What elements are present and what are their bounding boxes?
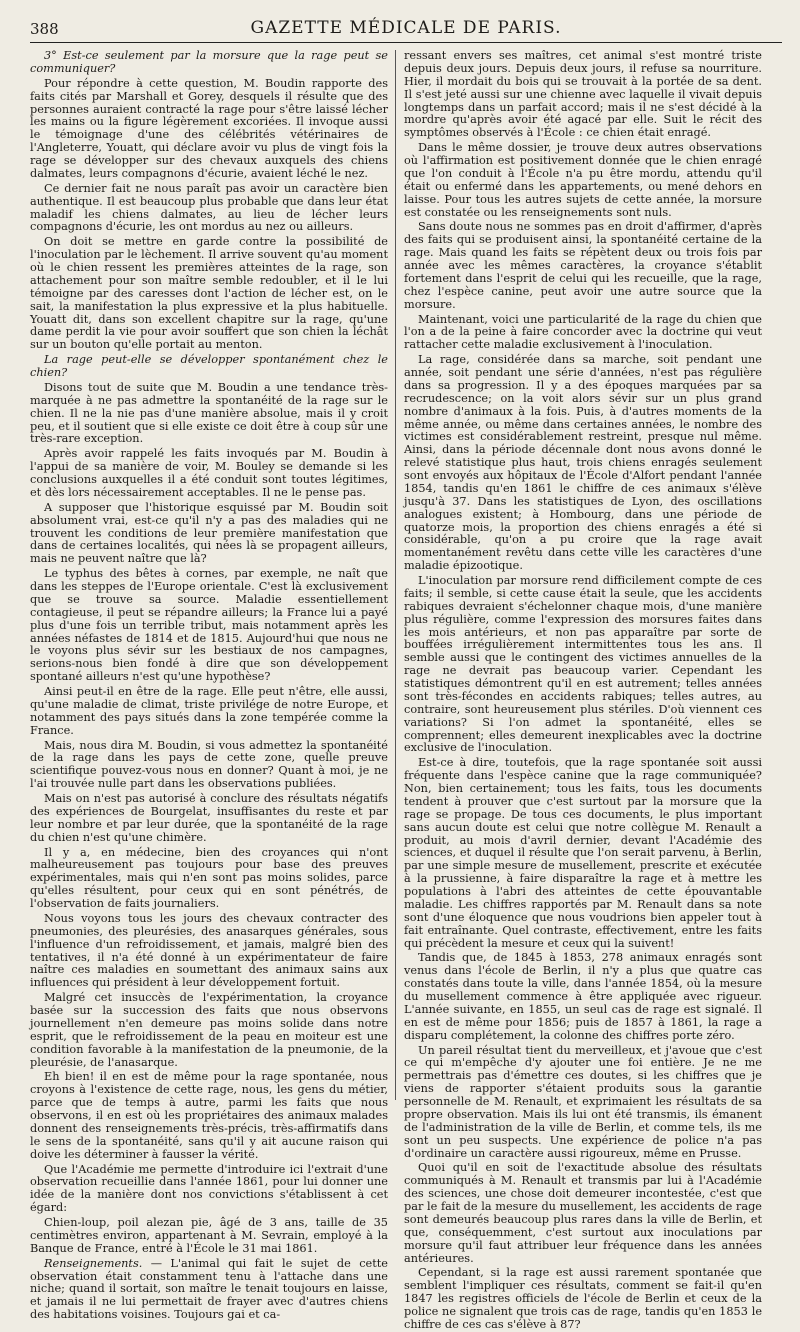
- paragraph: Sans doute nous ne sommes pas en droit d'affirmer, d'après des faits qui se produisent ainsi, la spontanéité certaine de la rage. Mais quand les faits se répètent deux ou trois fois par année avec les mêmes caractères, la croyance s'établit fortement dans l'esprit de celui qui les recueille, que la rage, chez l'espèce canine, peut avoir une autre source que la morsure.: [404, 220, 762, 311]
- journal-title: GAZETTE MÉDICALE DE PARIS.: [250, 18, 562, 38]
- paragraph: Renseignements. — L'animal qui fait le sujet de cette observation était constamment tenu à l'attache dans une niche; quand il sortait, son maître le tenait toujours en laisse, et jamais il ne lui permettait de frayer avec d'autres chiens des habitations voisines. Toujours gai et ca-: [30, 1256, 388, 1322]
- section-heading: La rage peut-elle se développer spontanément chez le chien?: [30, 353, 388, 379]
- paragraph: L'inoculation par morsure rend difficilement compte de ces faits; il semble, si cette cause était la seule, que les accidents rabiques devraient s'échelonner chaque mois, d'une manière plus régulière, comme l'expression des morsures faites dans les mois antérieurs, et non pas apparaître par sorte de bouffées irrégulièrement intermittentes tous les ans. Il semble aussi que le contingent des victimes annuelles de la rage ne devrait pas beaucoup varier. Cependant les statistiques démontrent qu'il en est autrement; telles années sont très-fécondes en accidents rabiques; telles autres, au contraire, sont heureusement plus stériles. D'où viennent ces variations? Si l'on admet la spontanéité, elles se comprennent; elles demeurent inexplicables avec la doctrine exclusive de l'inoculation.: [404, 574, 762, 755]
- page-number: 388: [30, 20, 59, 38]
- paragraph: Maintenant, voici une particularité de la rage du chien que l'on a de la peine à faire concorder avec la doctrine qui veut rattacher cette maladie exclusivement à l'inoculation.: [404, 312, 762, 352]
- right-column: [404, 49, 762, 1331]
- section-heading: 3° Est-ce seulement par la morsure que la rage peut se communiquer?: [30, 49, 388, 75]
- page-header: [30, 16, 782, 43]
- paragraph: Est-ce à dire, toutefois, que la rage spontanée soit aussi fréquente dans l'espèce canine que la rage communiquée? Non, bien certainement; tous les faits, tous les documents tendent à prouver que c'est surtout par la morsure que la rage se propage. De tous ces documents, le plus important sans aucun doute est celui que notre collègue M. Renault a produit, au mois d'avril dernier, devant l'Académie des sciences, et duquel il résulte que l'on serait parvenu, à Berlin, par une simple mesure de musellement, prescrite et exécutée à la prussienne, à faire disparaître la rage et à mettre les populations à l'abri des atteintes de cette épouvantable maladie. Les chiffres rapportés par M. Renault dans sa note sont d'une éloquence que nous voudrions bien appeler tout à fait entraînante. Quel contraste, effectivement, entre les faits qui précèdent la mesure et ceux qui la suivent!: [404, 756, 762, 950]
- paragraph: On doit se mettre en garde contre la possibilité de l'inoculation par le lèchement. Il arrive souvent qu'au moment où le chien ressent les premières atteintes de la rage, son attachement pour son maître semble redoubler, et il le lui témoigne par des caresses dont l'action de lécher est, on le sait, la manifestation la plus expressive et la plus habituelle. Youatt dit, dans son excellent chapitre sur la rage, qu'une dame perdit la vie pour avoir souffert que son chien la léchât sur un bouton qu'elle portait au menton.: [30, 235, 388, 352]
- left-column: [30, 49, 388, 1322]
- paragraph: Un pareil résultat tient du merveilleux, et j'avoue que c'est ce qui m'empêche d'y ajouter une foi entière. Je ne me permettrais pas d'émettre ces doutes, si les chiffres que je viens de rapporter s'étaient produits sous la garantie personnelle de M. Renault, et exprimaient les résultats de sa propre observation. Mais ils lui ont été transmis, ils émanent de l'administration de la ville de Berlin, et comme tels, ils me sont un peu suspects. Une expérience de police n'a pas d'ordinaire un caractère aussi rigoureux, même en Prusse.: [404, 1043, 762, 1160]
- paragraph: Nous voyons tous les jours des chevaux contracter des pneumonies, des pleurésies, des anasarques générales, sous l'influence d'un refroidissement, et jamais, malgré bien des tentatives, il n'a été donné à un expérimentateur de faire naître ces maladies en soumettant des animaux sains aux influences qui président à leur développement fortuit.: [30, 911, 388, 990]
- column-divider: [395, 50, 396, 1100]
- paragraph: Pour répondre à cette question, M. Boudin rapporte des faits cités par Marshall et Gorey, desquels il résulte que des personnes auraient contracté la rage pour s'être laissé lécher les mains ou la figure légèrement excoriées. Il invoque aussi le témoignage d'une des célébrités vétérinaires de l'Angleterre, Youatt, qui déclare avoir vu plus de vingt fois la rage se développer sur des chevaux auxquels des chiens dalmates, leurs compagnons d'écurie, avaient léché le nez.: [30, 76, 388, 180]
- paragraph: Cependant, si la rage est aussi rarement spontanée que semblent l'impliquer ces résultats, comment se fait-il qu'en 1847 les registres officiels de l'école de Berlin et ceux de la police ne signalent que trois cas de rage, tandis qu'en 1853 le chiffre de ces cas s'élève à 87?: [404, 1266, 762, 1331]
- paragraph: Mais on n'est pas autorisé à conclure des résultats négatifs des expériences de Bourgelat, insuffisantes du reste et par leur nombre et par leur durée, que la spontanéité de la rage du chien n'est qu'une chimère.: [30, 792, 388, 844]
- paragraph: ressant envers ses maîtres, cet animal s'est montré triste depuis deux jours. Depuis deux jours, il refuse sa nourriture. Hier, il mordait du bois qui se trouvait à la portée de sa dent. Il s'est jeté aussi sur une chienne avec laquelle il vivait depuis longtemps dans un parfait accord; mais il ne s'est décidé à la mordre qu'après avoir été agacé par elle. Suit le récit des symptômes observés à l'École : ce chien était enragé.: [404, 49, 762, 140]
- paragraph: Chien-loup, poil alezan pie, âgé de 3 ans, taille de 35 centimètres environ, appartenant à M. Sevrain, employé à la Banque de France, entré à l'École le 31 mai 1861.: [30, 1216, 388, 1255]
- paragraph: Malgré cet insuccès de l'expérimentation, la croyance basée sur la succession des faits que nous observons journellement n'en demeure pas moins solide dans notre esprit, que le refroidissement de la peau en moiteur est une condition favorable à la manifestation de la pneumonie, de la pleurésie, de l'anasarque.: [30, 991, 388, 1069]
- paragraph: Dans le même dossier, je trouve deux autres observations où l'affirmation est positivement donnée que le chien enragé que l'on conduit à l'École n'a pu être mordu, attendu qu'il était ou enfermé dans les appartements, ou mené dehors en laisse. Pour tous les autres sujets de cette année, la morsure est constatée ou les renseignements sont nuls.: [404, 141, 762, 219]
- paragraph: Tandis que, de 1845 à 1853, 278 animaux enragés sont venus dans l'école de Berlin, il n'y a plus que quatre cas constatés dans toute la ville, dans l'année 1854, où la mesure du musellement commence à être appliquée avec rigueur. L'année suivante, en 1855, un seul cas de rage est signalé. Il en est de même pour 1856; puis de 1857 à 1861, la rage a disparu complétement, la colonne des chiffres porte zéro.: [404, 951, 762, 1042]
- paragraph: La rage, considérée dans sa marche, soit pendant une année, soit pendant une série d'années, n'est pas régulière dans sa progression. Il y a des époques marquées par sa recrudescence; on la voit alors sévir sur un plus grand nombre d'animaux à la fois. Puis, à d'autres moments de la même année, ou même dans certaines années, le nombre des victimes est considérablement restreint, presque nul même. Ainsi, dans la période décennale dont nous avons donné le relevé statistique plus haut, trois chiens enragés seulement sont envoyés aux hôpitaux de l'École d'Alfort pendant l'année 1854, tandis qu'en 1861 le chiffre de ces animaux s'élève jusqu'à 37. Dans les statistiques de Lyon, des oscillations analogues existent; à Hombourg, dans une période de quatorze mois, la proportion des chiens enragés a été si considérable, qu'on a pu croire que la rage avait momentanément revêtu dans cette ville les caractères d'une maladie épizootique.: [404, 353, 762, 573]
- paragraph: Que l'Académie me permette d'introduire ici l'extrait d'une observation recueillie dans l'année 1861, pour lui donner une idée de la manière dont nos convictions s'établissent à cet égard:: [30, 1162, 388, 1215]
- paragraph: Ce dernier fait ne nous paraît pas avoir un caractère bien authentique. Il est beaucoup plus probable que dans leur état maladif les chiens dalmates, au lieu de lécher leurs compagnons d'écurie, les ont mordus au nez ou ailleurs.: [30, 181, 388, 234]
- paragraph: Eh bien! il en est de même pour la rage spontanée, nous croyons à l'existence de cette rage, nous, les gens du métier, parce que de temps à autre, parmi les faits que nous observons, il en est où les propriétaires des animaux malades donnent des renseignements très-précis, très-affirmatifs dans le sens de la spontanéité, sans qu'il y ait aucune raison qui doive les déterminer à fausser la vérité.: [30, 1070, 388, 1161]
- paragraph: Il y a, en médecine, bien des croyances qui n'ont malheureusement pas toujours pour base des preuves expérimentales, mais qui n'en sont pas moins solides, parce qu'elles résultent, pour ceux qui en sont pénétrés, de l'observation de faits journaliers.: [30, 845, 388, 910]
- paragraph: Disons tout de suite que M. Boudin a une tendance très-marquée à ne pas admettre la spontanéité de la rage sur le chien. Il ne la nie pas d'une manière absolue, mais il y croit peu, et il soutient que si elle existe ce doit être à coup sûr une très-rare exception.: [30, 380, 388, 446]
- paragraph: Après avoir rappelé les faits invoqués par M. Boudin à l'appui de sa manière de voir, M. Bouley se demande si les conclusions auxquelles il a été conduit sont toutes légitimes, et dès lors nécessairement acceptables. Il ne le pense pas.: [30, 447, 388, 499]
- paragraph: Quoi qu'il en soit de l'exactitude absolue des résultats communiqués à M. Renault et transmis par lui à l'Académie des sciences, une chose doit demeurer incontestée, c'est que par le fait de la mesure du musellement, les accidents de rage sont demeurés beaucoup plus rares dans la ville de Berlin, et que, conséquemment, c'est surtout aux inoculations par morsure qu'il faut attribuer leur fréquence dans les années antérieures.: [404, 1161, 762, 1265]
- paragraph: Mais, nous dira M. Boudin, si vous admettez la spontanéité de la rage dans les pays de cette zone, quelle preuve scientifique pouvez-vous nous en donner? Quant à moi, je ne l'ai trouvée nulle part dans les observations publiées.: [30, 738, 388, 791]
- paragraph: A supposer que l'historique esquissé par M. Boudin soit absolument vrai, est-ce qu'il n'y a pas des maladies qui ne trouvent les conditions de leur première manifestation que dans de certaines localités, qui nées là se propagent ailleurs, mais ne peuvent naître que là?: [30, 500, 388, 566]
- paragraph: Le typhus des bêtes à cornes, par exemple, ne naît que dans les steppes de l'Europe orientale. C'est là exclusivement que se trouve sa source. Maladie essentiellement contagieuse, il peut se répandre ailleurs; la France lui a payé plus d'une fois un terrible tribut, mais notamment après les années néfastes de 1814 et de 1815. Aujourd'hui que nous ne le voyons plus sévir sur les bestiaux de nos campagnes, serions-nous bien fondé à dire que son développement spontané ailleurs n'est qu'une hypothèse?: [30, 567, 388, 684]
- paragraph: Ainsi peut-il en être de la rage. Elle peut n'être, elle aussi, qu'une maladie de climat, triste privilége de notre Europe, et notamment des pays situés dans la zone tempérée comme la France.: [30, 685, 388, 737]
